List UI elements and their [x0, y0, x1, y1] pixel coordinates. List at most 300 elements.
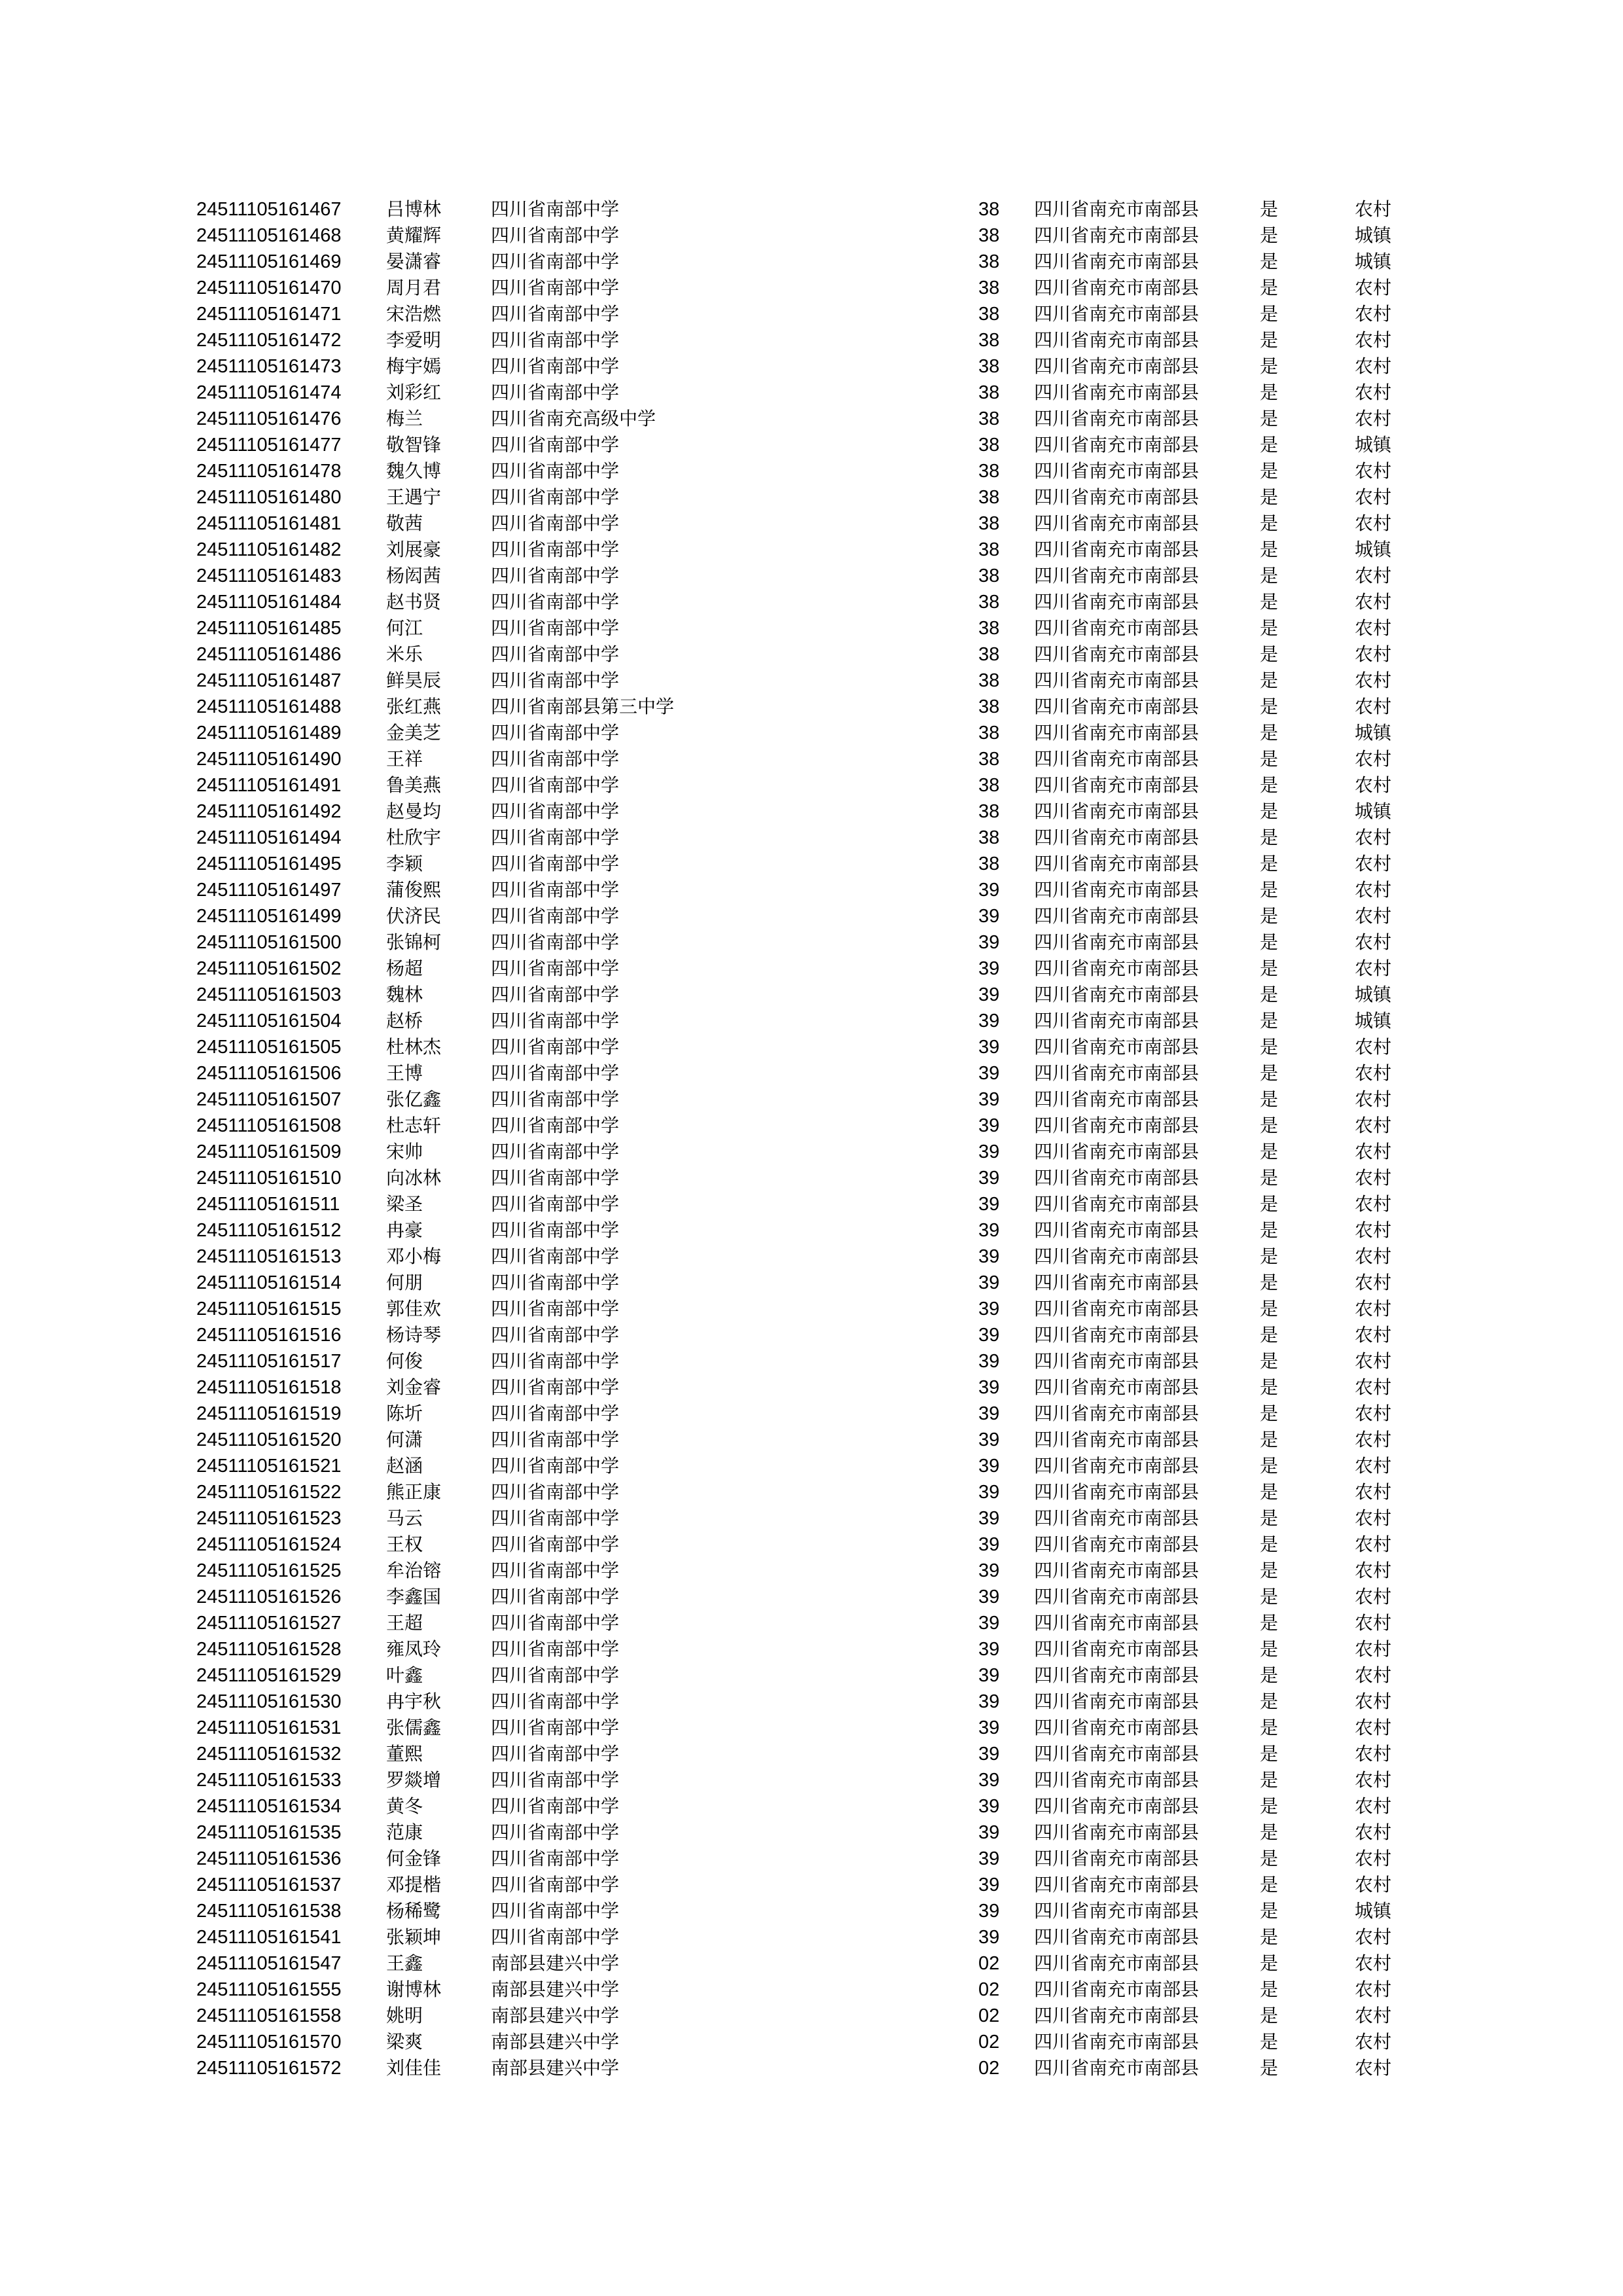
- residence-type-cell: 农村: [1355, 591, 1392, 613]
- eligible-flag-cell: 是: [1260, 460, 1279, 482]
- residence-type-cell: 城镇: [1355, 539, 1392, 560]
- student-name-cell: 梁圣: [386, 1193, 423, 1215]
- candidate-id-cell: 24511105161522: [196, 1482, 342, 1503]
- student-name-cell: 郭佳欢: [386, 1298, 442, 1319]
- class-code-cell: 39: [978, 1508, 1000, 1529]
- candidate-id-cell: 24511105161526: [196, 1587, 342, 1607]
- school-cell: 四川省南部中学: [491, 1062, 620, 1084]
- region-cell: 四川省南充市南部县: [1034, 565, 1200, 586]
- table-row: [196, 563, 1440, 589]
- residence-type-cell: 农村: [1355, 774, 1392, 796]
- table-row: [196, 2029, 1440, 2055]
- eligible-flag-cell: 是: [1260, 1219, 1279, 1241]
- class-code-cell: 38: [978, 592, 1000, 613]
- class-code-cell: 38: [978, 618, 1000, 639]
- class-code-cell: 38: [978, 853, 1000, 874]
- student-name-cell: 杨诗琴: [386, 1324, 442, 1346]
- student-name-cell: 宋帅: [386, 1141, 423, 1162]
- eligible-flag-cell: 是: [1260, 2031, 1279, 2053]
- residence-type-cell: 农村: [1355, 1612, 1392, 1634]
- table-row: [196, 1610, 1440, 1636]
- candidate-id-cell: 24511105161494: [196, 827, 342, 848]
- table-row: [196, 1767, 1440, 1793]
- student-name-cell: 梅兰: [386, 408, 423, 429]
- eligible-flag-cell: 是: [1260, 1062, 1279, 1084]
- region-cell: 四川省南充市南部县: [1034, 984, 1200, 1005]
- region-cell: 四川省南充市南部县: [1034, 1324, 1200, 1346]
- residence-type-cell: 农村: [1355, 1821, 1392, 1843]
- class-code-cell: 38: [978, 435, 1000, 456]
- eligible-flag-cell: 是: [1260, 1821, 1279, 1843]
- class-code-cell: 39: [978, 1246, 1000, 1267]
- student-name-cell: 伏济民: [386, 905, 442, 927]
- residence-type-cell: 农村: [1355, 1717, 1392, 1738]
- region-cell: 四川省南充市南部县: [1034, 1952, 1200, 1974]
- candidate-id-cell: 24511105161468: [196, 225, 342, 246]
- table-row: [196, 1244, 1440, 1270]
- eligible-flag-cell: 是: [1260, 2057, 1279, 2079]
- residence-type-cell: 城镇: [1355, 251, 1392, 272]
- table-row: [196, 1715, 1440, 1741]
- eligible-flag-cell: 是: [1260, 1900, 1279, 1922]
- school-cell: 四川省南部中学: [491, 1010, 620, 1031]
- eligible-flag-cell: 是: [1260, 251, 1279, 272]
- candidate-id-cell: 24511105161508: [196, 1115, 342, 1136]
- region-cell: 四川省南充市南部县: [1034, 1481, 1200, 1503]
- table-row: [196, 903, 1440, 929]
- region-cell: 四川省南充市南部县: [1034, 879, 1200, 901]
- candidate-id-cell: 24511105161530: [196, 1691, 342, 1712]
- eligible-flag-cell: 是: [1260, 1848, 1279, 1869]
- table-row: [196, 1505, 1440, 1532]
- residence-type-cell: 农村: [1355, 670, 1392, 691]
- table-row: [196, 196, 1440, 223]
- table-row: [196, 1820, 1440, 1846]
- region-cell: 四川省南充市南部县: [1034, 1534, 1200, 1555]
- region-cell: 四川省南充市南部县: [1034, 1376, 1200, 1398]
- region-cell: 四川省南充市南部县: [1034, 1115, 1200, 1136]
- region-cell: 四川省南充市南部县: [1034, 1664, 1200, 1686]
- class-code-cell: 02: [978, 1979, 1000, 2000]
- residence-type-cell: 农村: [1355, 1795, 1392, 1817]
- eligible-flag-cell: 是: [1260, 2005, 1279, 2026]
- class-code-cell: 39: [978, 1037, 1000, 1058]
- school-cell: 四川省南部中学: [491, 905, 620, 927]
- residence-type-cell: 城镇: [1355, 1900, 1392, 1922]
- table-row: [196, 380, 1440, 406]
- school-cell: 四川省南部中学: [491, 1874, 620, 1895]
- class-code-cell: 38: [978, 801, 1000, 822]
- residence-type-cell: 农村: [1355, 277, 1392, 298]
- school-cell: 四川省南部中学: [491, 1848, 620, 1869]
- region-cell: 四川省南充市南部县: [1034, 1717, 1200, 1738]
- eligible-flag-cell: 是: [1260, 958, 1279, 979]
- eligible-flag-cell: 是: [1260, 1691, 1279, 1712]
- student-name-cell: 姚明: [386, 2005, 423, 2026]
- region-cell: 四川省南充市南部县: [1034, 198, 1200, 220]
- residence-type-cell: 农村: [1355, 1743, 1392, 1765]
- table-row: [196, 249, 1440, 275]
- region-cell: 四川省南充市南部县: [1034, 1062, 1200, 1084]
- table-row: [196, 798, 1440, 825]
- eligible-flag-cell: 是: [1260, 303, 1279, 325]
- residence-type-cell: 农村: [1355, 1926, 1392, 1948]
- school-cell: 四川省南部中学: [491, 355, 620, 377]
- residence-type-cell: 农村: [1355, 1350, 1392, 1372]
- table-row: [196, 772, 1440, 798]
- candidate-id-cell: 24511105161510: [196, 1168, 342, 1189]
- class-code-cell: 39: [978, 1482, 1000, 1503]
- residence-type-cell: 农村: [1355, 408, 1392, 429]
- residence-type-cell: 农村: [1355, 1560, 1392, 1581]
- region-cell: 四川省南充市南部县: [1034, 1246, 1200, 1267]
- student-name-cell: 牟治镕: [386, 1560, 442, 1581]
- class-code-cell: 38: [978, 278, 1000, 298]
- school-cell: 四川省南部中学: [491, 1821, 620, 1843]
- residence-type-cell: 农村: [1355, 329, 1392, 351]
- table-row: [196, 1662, 1440, 1689]
- residence-type-cell: 农村: [1355, 1324, 1392, 1346]
- candidate-id-cell: 24511105161524: [196, 1534, 342, 1555]
- candidate-id-cell: 24511105161572: [196, 2058, 342, 2079]
- roster-table: [196, 196, 1440, 2081]
- eligible-flag-cell: 是: [1260, 670, 1279, 691]
- class-code-cell: 39: [978, 1168, 1000, 1189]
- residence-type-cell: 农村: [1355, 1272, 1392, 1293]
- student-name-cell: 熊正康: [386, 1481, 442, 1503]
- school-cell: 四川省南部中学: [491, 931, 620, 953]
- school-cell: 四川省南部中学: [491, 879, 620, 901]
- student-name-cell: 罗燚增: [386, 1769, 442, 1791]
- student-name-cell: 张颖坤: [386, 1926, 442, 1948]
- eligible-flag-cell: 是: [1260, 1115, 1279, 1136]
- region-cell: 四川省南充市南部县: [1034, 1010, 1200, 1031]
- eligible-flag-cell: 是: [1260, 1534, 1279, 1555]
- residence-type-cell: 农村: [1355, 355, 1392, 377]
- eligible-flag-cell: 是: [1260, 408, 1279, 429]
- region-cell: 四川省南充市南部县: [1034, 1088, 1200, 1110]
- residence-type-cell: 农村: [1355, 486, 1392, 508]
- region-cell: 四川省南充市南部县: [1034, 2005, 1200, 2026]
- residence-type-cell: 农村: [1355, 1219, 1392, 1241]
- candidate-id-cell: 24511105161500: [196, 932, 342, 953]
- residence-type-cell: 农村: [1355, 1193, 1392, 1215]
- school-cell: 南部县建兴中学: [491, 1979, 620, 2000]
- candidate-id-cell: 24511105161478: [196, 461, 342, 482]
- school-cell: 四川省南部中学: [491, 1167, 620, 1189]
- candidate-id-cell: 24511105161523: [196, 1508, 342, 1529]
- residence-type-cell: 农村: [1355, 1115, 1392, 1136]
- table-row: [196, 353, 1440, 380]
- class-code-cell: 39: [978, 1325, 1000, 1346]
- table-row: [196, 1689, 1440, 1715]
- residence-type-cell: 农村: [1355, 643, 1392, 665]
- table-row: [196, 1374, 1440, 1401]
- candidate-id-cell: 24511105161514: [196, 1272, 342, 1293]
- school-cell: 四川省南部中学: [491, 1481, 620, 1503]
- table-row: [196, 1086, 1440, 1113]
- candidate-id-cell: 24511105161558: [196, 2005, 342, 2026]
- student-name-cell: 冉豪: [386, 1219, 423, 1241]
- table-row: [196, 1977, 1440, 2003]
- student-name-cell: 米乐: [386, 643, 423, 665]
- eligible-flag-cell: 是: [1260, 1246, 1279, 1267]
- student-name-cell: 杨闳茜: [386, 565, 442, 586]
- region-cell: 四川省南充市南部县: [1034, 1900, 1200, 1922]
- school-cell: 四川省南部中学: [491, 1429, 620, 1450]
- school-cell: 四川省南部中学: [491, 1088, 620, 1110]
- school-cell: 四川省南部中学: [491, 800, 620, 822]
- table-row: [196, 484, 1440, 511]
- region-cell: 四川省南充市南部县: [1034, 2031, 1200, 2053]
- residence-type-cell: 农村: [1355, 303, 1392, 325]
- candidate-id-cell: 24511105161516: [196, 1325, 342, 1346]
- residence-type-cell: 城镇: [1355, 984, 1392, 1005]
- class-code-cell: 39: [978, 1194, 1000, 1215]
- eligible-flag-cell: 是: [1260, 1612, 1279, 1634]
- candidate-id-cell: 24511105161513: [196, 1246, 342, 1267]
- table-row: [196, 1898, 1440, 1924]
- eligible-flag-cell: 是: [1260, 1193, 1279, 1215]
- region-cell: 四川省南充市南部县: [1034, 905, 1200, 927]
- region-cell: 四川省南充市南部县: [1034, 512, 1200, 534]
- table-row: [196, 1558, 1440, 1584]
- candidate-id-cell: 24511105161488: [196, 696, 342, 717]
- candidate-id-cell: 24511105161487: [196, 670, 342, 691]
- student-name-cell: 魏久博: [386, 460, 442, 482]
- school-cell: 四川省南部中学: [491, 1612, 620, 1634]
- student-name-cell: 张红燕: [386, 696, 442, 717]
- eligible-flag-cell: 是: [1260, 1507, 1279, 1529]
- class-code-cell: 39: [978, 1456, 1000, 1477]
- school-cell: 四川省南部中学: [491, 329, 620, 351]
- candidate-id-cell: 24511105161538: [196, 1901, 342, 1922]
- residence-type-cell: 农村: [1355, 565, 1392, 586]
- candidate-id-cell: 24511105161495: [196, 853, 342, 874]
- candidate-id-cell: 24511105161527: [196, 1613, 342, 1634]
- candidate-id-cell: 24511105161504: [196, 1011, 342, 1031]
- residence-type-cell: 农村: [1355, 931, 1392, 953]
- class-code-cell: 38: [978, 382, 1000, 403]
- school-cell: 四川省南部中学: [491, 1350, 620, 1372]
- candidate-id-cell: 24511105161476: [196, 408, 342, 429]
- class-code-cell: 38: [978, 670, 1000, 691]
- table-row: [196, 1296, 1440, 1322]
- eligible-flag-cell: 是: [1260, 931, 1279, 953]
- student-name-cell: 鲜昊辰: [386, 670, 442, 691]
- residence-type-cell: 农村: [1355, 382, 1392, 403]
- residence-type-cell: 城镇: [1355, 224, 1392, 246]
- residence-type-cell: 农村: [1355, 512, 1392, 534]
- student-name-cell: 杜志轩: [386, 1115, 442, 1136]
- student-name-cell: 王遇宁: [386, 486, 442, 508]
- class-code-cell: 39: [978, 1874, 1000, 1895]
- student-name-cell: 杨超: [386, 958, 423, 979]
- table-row: [196, 746, 1440, 772]
- region-cell: 四川省南充市南部县: [1034, 1586, 1200, 1607]
- school-cell: 四川省南充高级中学: [491, 408, 656, 429]
- residence-type-cell: 农村: [1355, 853, 1392, 874]
- school-cell: 四川省南部中学: [491, 1272, 620, 1293]
- candidate-id-cell: 24511105161490: [196, 749, 342, 770]
- region-cell: 四川省南充市南部县: [1034, 251, 1200, 272]
- table-row: [196, 1584, 1440, 1610]
- school-cell: 四川省南部中学: [491, 1507, 620, 1529]
- class-code-cell: 38: [978, 827, 1000, 848]
- region-cell: 四川省南充市南部县: [1034, 774, 1200, 796]
- school-cell: 四川省南部中学: [491, 1717, 620, 1738]
- table-row: [196, 929, 1440, 956]
- eligible-flag-cell: 是: [1260, 1952, 1279, 1974]
- residence-type-cell: 农村: [1355, 1062, 1392, 1084]
- school-cell: 四川省南部中学: [491, 1455, 620, 1477]
- region-cell: 四川省南充市南部县: [1034, 931, 1200, 953]
- class-code-cell: 38: [978, 330, 1000, 351]
- table-row: [196, 851, 1440, 877]
- table-row: [196, 511, 1440, 537]
- school-cell: 四川省南部中学: [491, 224, 620, 246]
- class-code-cell: 39: [978, 906, 1000, 927]
- school-cell: 四川省南部中学: [491, 1691, 620, 1712]
- table-row: [196, 1060, 1440, 1086]
- candidate-id-cell: 24511105161555: [196, 1979, 342, 2000]
- region-cell: 四川省南充市南部县: [1034, 329, 1200, 351]
- class-code-cell: 39: [978, 1665, 1000, 1686]
- candidate-id-cell: 24511105161529: [196, 1665, 342, 1686]
- candidate-id-cell: 24511105161570: [196, 2032, 342, 2053]
- candidate-id-cell: 24511105161485: [196, 618, 342, 639]
- candidate-id-cell: 24511105161531: [196, 1717, 342, 1738]
- eligible-flag-cell: 是: [1260, 800, 1279, 822]
- candidate-id-cell: 24511105161503: [196, 984, 342, 1005]
- student-name-cell: 何俊: [386, 1350, 423, 1372]
- school-cell: 四川省南部中学: [491, 1560, 620, 1581]
- table-row: [196, 406, 1440, 432]
- student-name-cell: 叶鑫: [386, 1664, 423, 1686]
- school-cell: 四川省南部中学: [491, 1376, 620, 1398]
- student-name-cell: 谢博林: [386, 1979, 442, 2000]
- eligible-flag-cell: 是: [1260, 198, 1279, 220]
- table-row: [196, 1113, 1440, 1139]
- school-cell: 四川省南部中学: [491, 722, 620, 744]
- table-row: [196, 1453, 1440, 1479]
- school-cell: 四川省南部中学: [491, 853, 620, 874]
- eligible-flag-cell: 是: [1260, 722, 1279, 744]
- residence-type-cell: 城镇: [1355, 722, 1392, 744]
- student-name-cell: 梁爽: [386, 2031, 423, 2053]
- region-cell: 四川省南充市南部县: [1034, 1298, 1200, 1319]
- table-row: [196, 2003, 1440, 2029]
- candidate-id-cell: 24511105161467: [196, 199, 342, 220]
- student-name-cell: 董熙: [386, 1743, 423, 1765]
- student-name-cell: 王博: [386, 1062, 423, 1084]
- eligible-flag-cell: 是: [1260, 1586, 1279, 1607]
- region-cell: 四川省南充市南部县: [1034, 1455, 1200, 1477]
- residence-type-cell: 农村: [1355, 1036, 1392, 1058]
- table-row: [196, 1139, 1440, 1165]
- student-name-cell: 范康: [386, 1821, 423, 1843]
- eligible-flag-cell: 是: [1260, 565, 1279, 586]
- candidate-id-cell: 24511105161480: [196, 487, 342, 508]
- residence-type-cell: 农村: [1355, 1874, 1392, 1895]
- school-cell: 四川省南部中学: [491, 748, 620, 770]
- school-cell: 四川省南部中学: [491, 251, 620, 272]
- residence-type-cell: 农村: [1355, 1848, 1392, 1869]
- candidate-id-cell: 24511105161481: [196, 513, 342, 534]
- table-row: [196, 2055, 1440, 2081]
- class-code-cell: 38: [978, 513, 1000, 534]
- student-name-cell: 宋浩燃: [386, 303, 442, 325]
- region-cell: 四川省南充市南部县: [1034, 460, 1200, 482]
- school-cell: 四川省南部中学: [491, 303, 620, 325]
- table-row: [196, 615, 1440, 641]
- region-cell: 四川省南充市南部县: [1034, 1429, 1200, 1450]
- school-cell: 四川省南部中学: [491, 774, 620, 796]
- residence-type-cell: 农村: [1355, 1952, 1392, 1974]
- candidate-id-cell: 24511105161515: [196, 1299, 342, 1319]
- table-row: [196, 668, 1440, 694]
- candidate-id-cell: 24511105161470: [196, 278, 342, 298]
- student-name-cell: 黄冬: [386, 1795, 423, 1817]
- table-row: [196, 1924, 1440, 1950]
- class-code-cell: 39: [978, 1011, 1000, 1031]
- student-name-cell: 王祥: [386, 748, 423, 770]
- candidate-id-cell: 24511105161505: [196, 1037, 342, 1058]
- region-cell: 四川省南充市南部县: [1034, 1874, 1200, 1895]
- eligible-flag-cell: 是: [1260, 355, 1279, 377]
- school-cell: 南部县建兴中学: [491, 1952, 620, 1974]
- residence-type-cell: 农村: [1355, 1298, 1392, 1319]
- candidate-id-cell: 24511105161533: [196, 1770, 342, 1791]
- table-row: [196, 956, 1440, 982]
- student-name-cell: 冉宇秋: [386, 1691, 442, 1712]
- candidate-id-cell: 24511105161497: [196, 880, 342, 901]
- residence-type-cell: 农村: [1355, 1167, 1392, 1189]
- student-name-cell: 敬茜: [386, 512, 423, 534]
- eligible-flag-cell: 是: [1260, 591, 1279, 613]
- eligible-flag-cell: 是: [1260, 984, 1279, 1005]
- residence-type-cell: 城镇: [1355, 800, 1392, 822]
- table-row: [196, 1950, 1440, 1977]
- eligible-flag-cell: 是: [1260, 1272, 1279, 1293]
- region-cell: 四川省南充市南部县: [1034, 591, 1200, 613]
- residence-type-cell: 城镇: [1355, 434, 1392, 456]
- residence-type-cell: 农村: [1355, 2005, 1392, 2026]
- candidate-id-cell: 24511105161502: [196, 958, 342, 979]
- candidate-id-cell: 24511105161521: [196, 1456, 342, 1477]
- school-cell: 四川省南部中学: [491, 1743, 620, 1765]
- eligible-flag-cell: 是: [1260, 1795, 1279, 1817]
- table-row: [196, 1741, 1440, 1767]
- student-name-cell: 周月君: [386, 277, 442, 298]
- student-name-cell: 杜欣宇: [386, 827, 442, 848]
- region-cell: 四川省南充市南部县: [1034, 853, 1200, 874]
- region-cell: 四川省南充市南部县: [1034, 722, 1200, 744]
- candidate-id-cell: 24511105161486: [196, 644, 342, 665]
- candidate-id-cell: 24511105161509: [196, 1141, 342, 1162]
- candidate-id-cell: 24511105161517: [196, 1351, 342, 1372]
- eligible-flag-cell: 是: [1260, 905, 1279, 927]
- student-name-cell: 晏潇睿: [386, 251, 442, 272]
- eligible-flag-cell: 是: [1260, 1560, 1279, 1581]
- student-name-cell: 李鑫国: [386, 1586, 442, 1607]
- class-code-cell: 39: [978, 1220, 1000, 1241]
- residence-type-cell: 农村: [1355, 696, 1392, 717]
- candidate-id-cell: 24511105161525: [196, 1560, 342, 1581]
- table-row: [196, 694, 1440, 720]
- class-code-cell: 38: [978, 461, 1000, 482]
- class-code-cell: 38: [978, 749, 1000, 770]
